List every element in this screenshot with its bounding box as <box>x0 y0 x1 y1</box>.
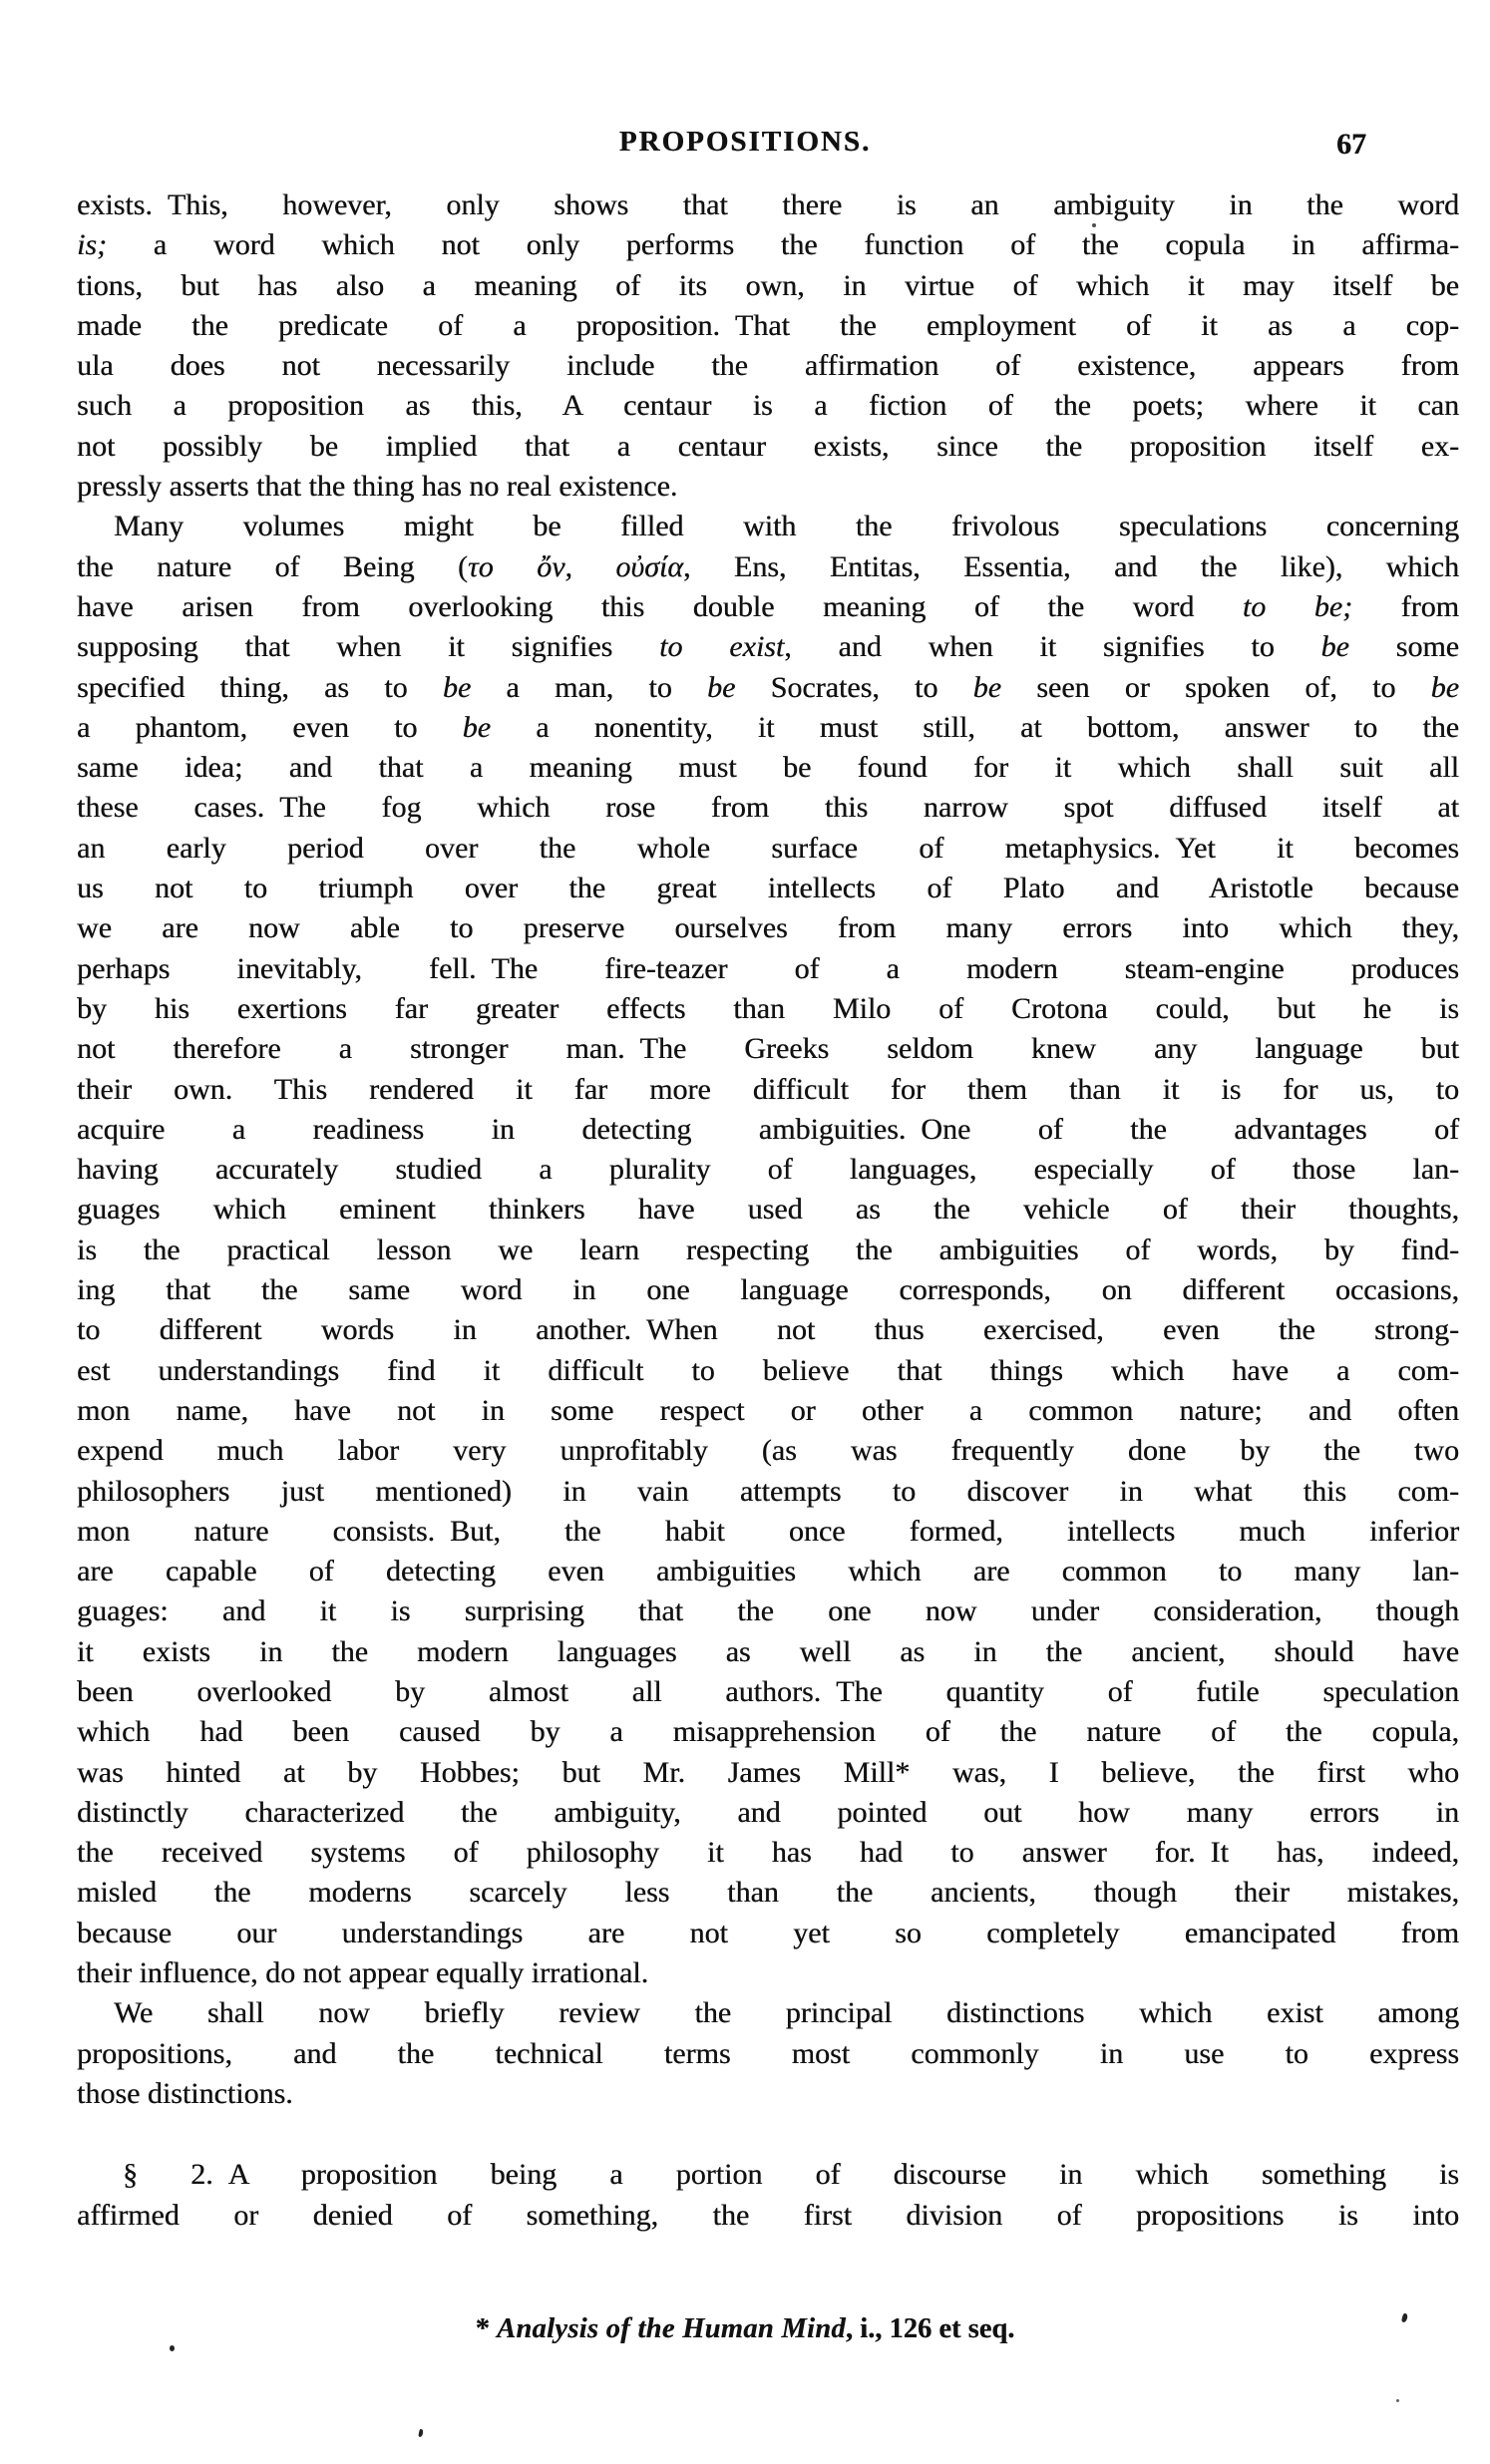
text-line: their influence, do not appear equally irrational. <box>77 1956 649 1990</box>
text-line: expend much labor very unprofitably (as was frequently done by the two <box>77 1434 1459 1468</box>
text-line: § 2. A proposition being a portion of discourse in which something is <box>123 2158 1459 2192</box>
text-line: because our understandings are not yet so completely emancipated from <box>77 1916 1459 1949</box>
text-line: misled the moderns scarcely less than the ancients, though their mistakes, <box>77 1876 1459 1910</box>
text-line: are capable of detecting even ambiguities which are common to many lan- <box>77 1555 1459 1588</box>
text-line: an early period over the whole surface of metaphysics. Yet it becomes <box>77 831 1459 865</box>
text-line: made the predicate of a proposition. That the employment of it as a cop- <box>77 308 1459 342</box>
text-line: the received systems of philosophy it has had to answer for. It has, indeed, <box>77 1836 1459 1870</box>
text-line: the nature of Being (το ὄν, οὐσία, Ens, Entitas, Essentia, and the like), which <box>77 549 1459 583</box>
text-line: acquire a readiness in detecting ambiguities. One of the advantages of <box>77 1112 1459 1146</box>
text-line: philosophers just mentioned) in vain attempts to discover in what this com- <box>77 1474 1459 1508</box>
paragraph <box>77 1993 1459 2114</box>
text-line: propositions, and the technical terms most commonly in use to express <box>77 2036 1459 2070</box>
text-line: these cases. The fog which rose from this narrow spot diffused itself at <box>77 791 1459 825</box>
footnote: * Analysis of the Human Mind, i., 126 et seq. <box>475 2313 1015 2344</box>
text-line: such a proposition as this, A centaur is a fiction of the poets; where it can <box>77 389 1459 423</box>
text-line: exists. This, however, only shows that there is an ambiguity in the word <box>77 188 1459 221</box>
text-line: tions, but has also a meaning of its own, in virtue of which it may itself be <box>77 268 1459 302</box>
running-head-title: PROPOSITIONS. <box>618 126 872 158</box>
text-line: been overlooked by almost all authors. The quantity of futile speculation <box>77 1674 1459 1708</box>
text-line: to different words in another. When not thus exercised, even the strong- <box>77 1313 1459 1347</box>
text-line: supposing that when it signifies to exist, and when it signifies to be some <box>77 630 1459 664</box>
text-line: is the practical lesson we learn respecting the ambiguities of words, by find- <box>77 1232 1459 1266</box>
text-line: not therefore a stronger man. The Greeks seldom knew any language but <box>77 1032 1459 1066</box>
text-line: those distinctions. <box>77 2076 293 2110</box>
paragraph <box>77 185 1459 507</box>
text-line: specified thing, as to be a man, to be Socrates, to be seen or spoken of, to be <box>77 670 1459 704</box>
text-line: is; a word which not only performs the function of the copula in affirma- <box>77 228 1459 262</box>
text-line: guages: and it is surprising that the one now under consideration, though <box>77 1594 1459 1628</box>
scan-speck <box>170 2345 175 2351</box>
scan-speck <box>418 2429 424 2438</box>
text-line: guages which eminent thinkers have used as the vehicle of their thoughts, <box>77 1193 1459 1227</box>
text-line: distinctly characterized the ambiguity, and pointed out how many errors in <box>77 1795 1459 1829</box>
text-line: us not to triumph over the great intellects of Plato and Aristotle because <box>77 872 1459 905</box>
text-line: ing that the same word in one language corresponds, on different occasions, <box>77 1273 1459 1307</box>
text-line: not possibly be implied that a centaur exists, since the proposition itself ex- <box>77 429 1459 463</box>
text-line: est understandings find it difficult to believe that things which have a com- <box>77 1353 1459 1387</box>
text-line: having accurately studied a plurality of languages, especially of those lan- <box>77 1153 1459 1187</box>
paragraph <box>77 2155 1459 2236</box>
paragraph <box>77 507 1459 1993</box>
text-line: ula does not necessarily include the affirmation of existence, appears from <box>77 349 1459 383</box>
text-line: perhaps inevitably, fell. The fire-teazer of a modern steam-engine produces <box>77 951 1459 985</box>
text-line: affirmed or denied of something, the first division of propositions is into <box>77 2198 1459 2232</box>
text-line: same idea; and that a meaning must be found for it which shall suit all <box>77 751 1459 785</box>
text-line: which had been caused by a misapprehension of the nature of the copula, <box>77 1715 1459 1749</box>
scan-speck <box>1396 2399 1399 2402</box>
text-line: mon nature consists. But, the habit once formed, intellects much inferior <box>77 1514 1459 1548</box>
text-line: Many volumes might be filled with the frivolous speculations concerning <box>114 510 1459 543</box>
text-line: mon name, have not in some respect or other a common nature; and often <box>77 1393 1459 1427</box>
body-text <box>77 185 1459 2236</box>
scan-speck <box>1092 223 1096 227</box>
text-line: We shall now briefly review the principal distinctions which exist among <box>114 1996 1459 2030</box>
text-line: we are now able to preserve ourselves from many errors into which they, <box>77 911 1459 945</box>
text-line: their own. This rendered it far more difficult for them than it is for us, to <box>77 1072 1459 1106</box>
text-line: by his exertions far greater effects than Milo of Crotona could, but he is <box>77 991 1459 1025</box>
text-line: a phantom, even to be a nonentity, it must still, at bottom, answer to the <box>77 710 1459 744</box>
text-line: was hinted at by Hobbes; but Mr. James Mill* was, I believe, the first who <box>77 1755 1459 1789</box>
text-line: have arisen from overlooking this double meaning of the word to be; from <box>77 589 1459 623</box>
text-line: pressly asserts that the thing has no real existence. <box>77 470 678 504</box>
text-line: it exists in the modern languages as well as in the ancient, should have <box>77 1634 1459 1668</box>
page-number: 67 <box>1336 128 1366 161</box>
